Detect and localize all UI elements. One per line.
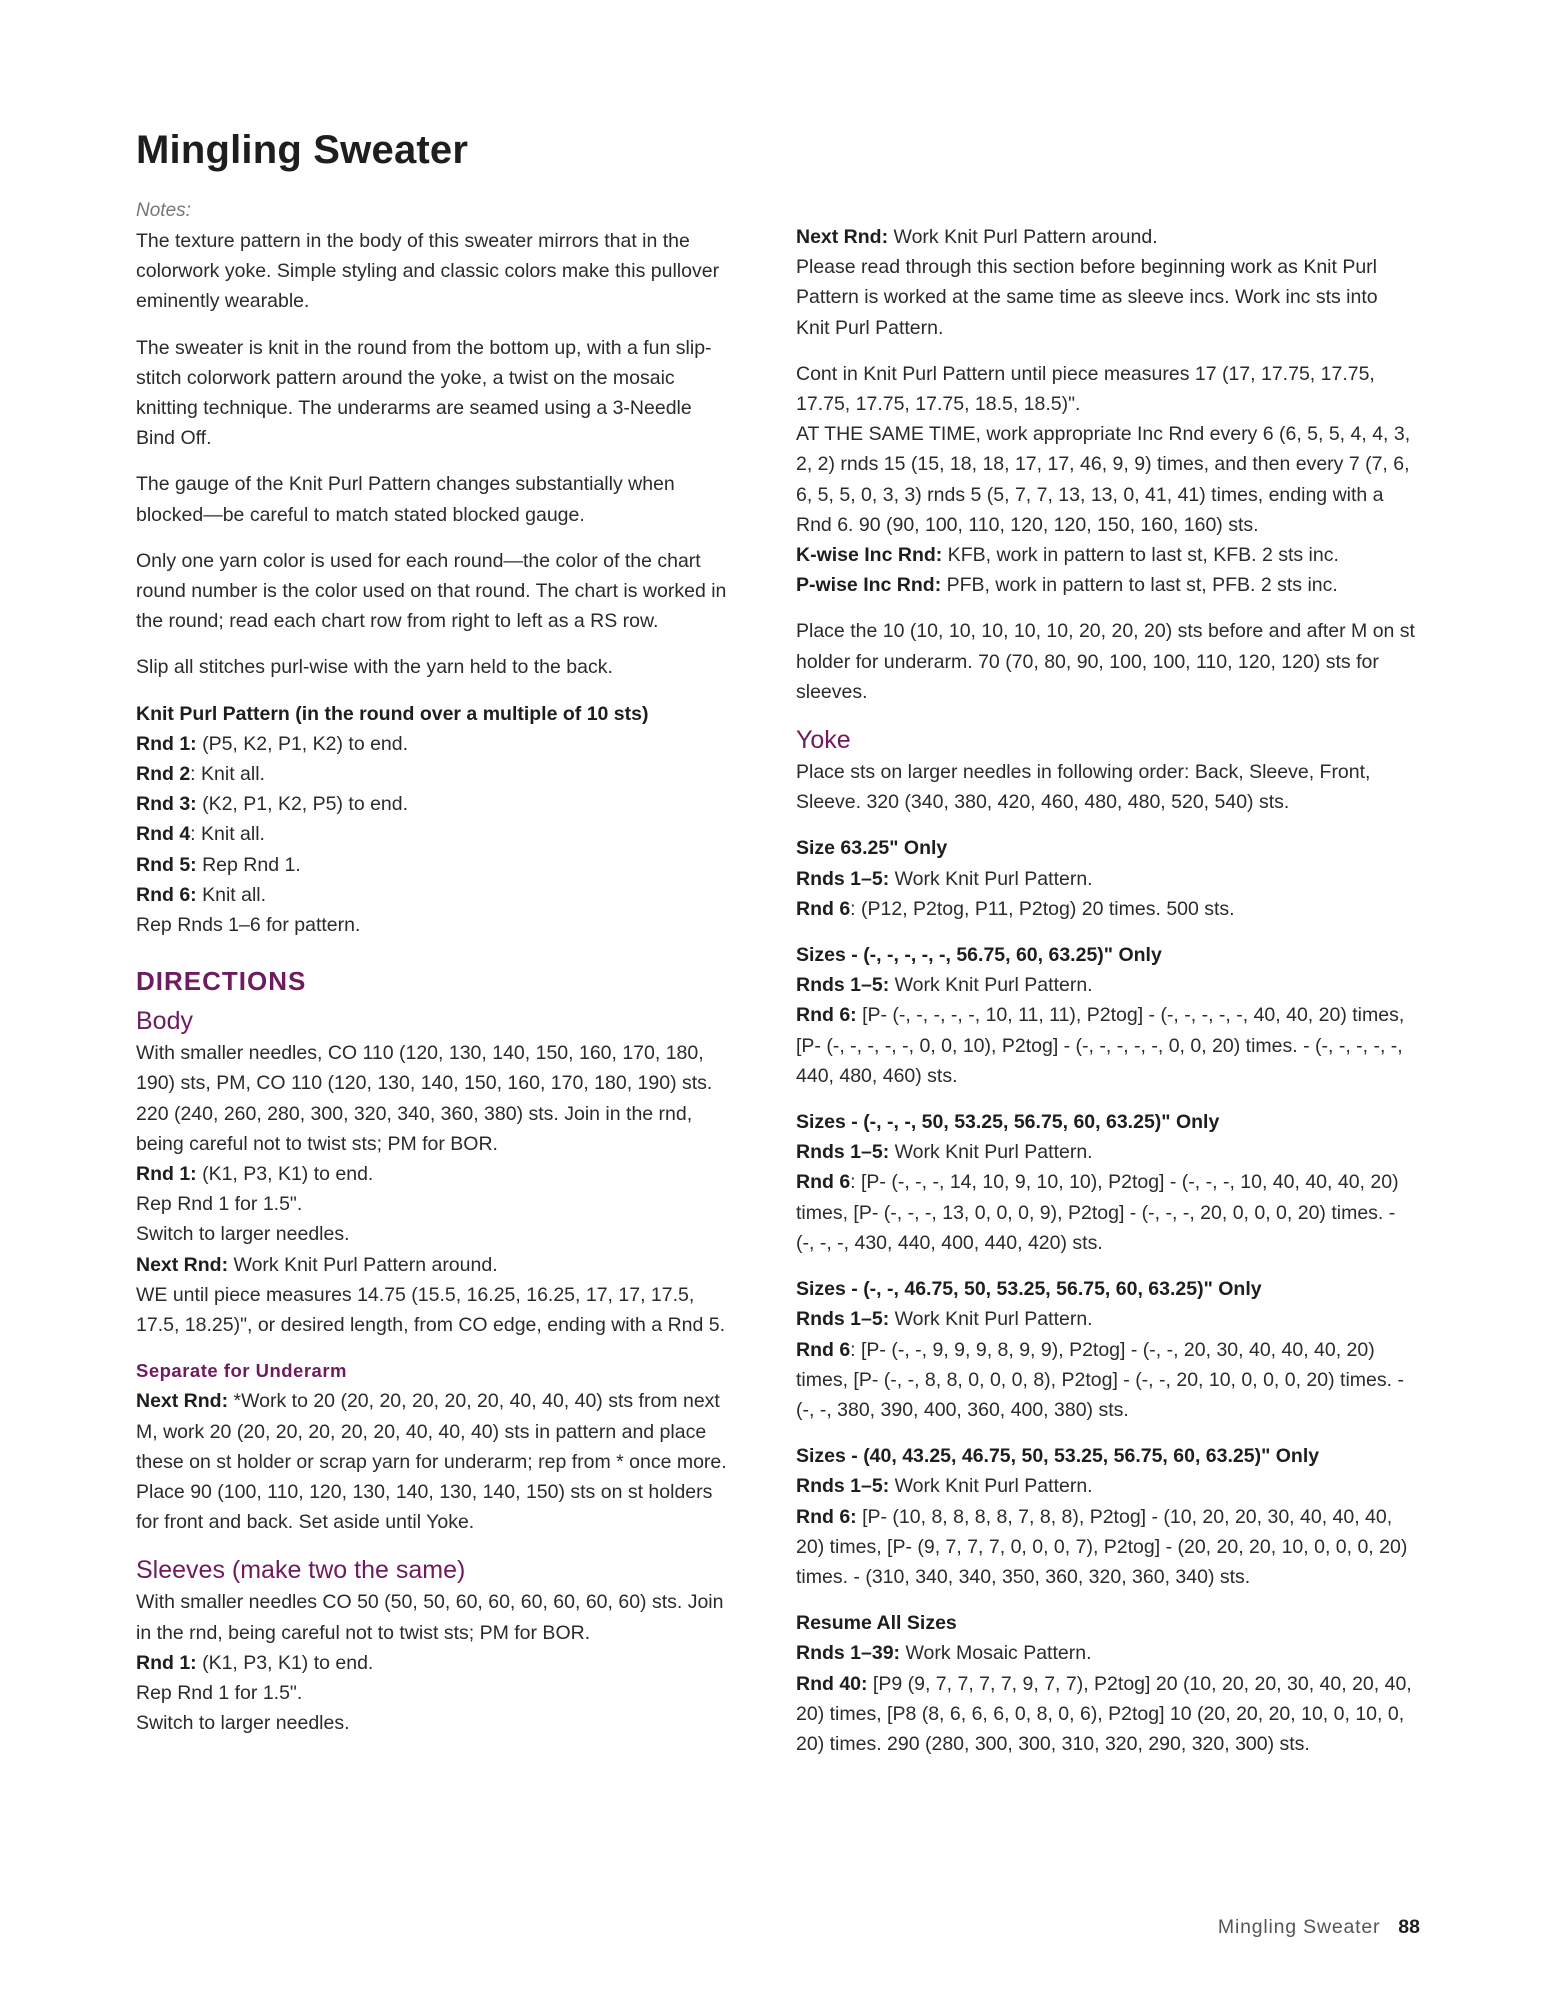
- kpp-rnd-4: Rnd 4: Knit all.: [136, 823, 265, 846]
- kwise-inc-rnd: K-wise Inc Rnd: KFB, work in pattern to last st, KFB. 2 sts inc.: [796, 544, 1339, 567]
- kpp-rnd-5: Rnd 5: Rep Rnd 1.: [136, 853, 301, 876]
- notes-label: Notes:: [136, 200, 191, 221]
- sleeve-please-read: Please read through this section before beginning work as Knit Purl Pattern is worked at the same time as sleeve incs. Work inc sts into Knit Purl Pattern.: [796, 256, 1378, 339]
- resume-all-sizes: [796, 1608, 1416, 1759]
- notes-paragraph: The gauge of the Knit Purl Pattern changes substantially when blocked—be careful to match stated blocked gauge.: [136, 473, 675, 526]
- yoke-section: [796, 723, 1416, 817]
- page-title: Mingling Sweater: [136, 128, 469, 172]
- sleeves-intro: With smaller needles CO 50 (50, 50, 60, 60, 60, 60, 60, 60) sts. Join in the rnd, being careful not to twist sts; PM for BOR.: [136, 1591, 724, 1644]
- page-number: 88: [1398, 1916, 1420, 1938]
- size-rnd-6: Rnd 6: [P- (10, 8, 8, 8, 8, 7, 8, 8), P2tog] - (10, 20, 20, 30, 40, 40, 40, 20) times, [P- (9, 7, 7, 7, 0, 0, 0, 7), P2tog] - (20, 20, 20, 10, 0, 0, 0, 20) times. - (310, 340, 340, 350, 360, 320, 360, 340) sts.: [796, 1505, 1408, 1588]
- notes-paragraph: Only one yarn color is used for each round—the color of the chart round number is the color used on that round. The chart is worked in the round; read each chart row from right to left as a RS row.: [136, 549, 727, 633]
- underarm-next-rnd: Next Rnd: *Work to 20 (20, 20, 20, 20, 20, 40, 40, 40) sts from next M, work 20 (20, 20, 20, 20, 20, 40, 40, 40) sts in pattern and place these on st holder or scrap yarn for underarm; rep from * once more.: [136, 1390, 727, 1473]
- size-block-3: [796, 1107, 1416, 1258]
- size-rnds-1-5: Rnds 1–5: Work Knit Purl Pattern.: [796, 1308, 1093, 1331]
- kpp-rnd-1: Rnd 1: (P5, K2, P1, K2) to end.: [136, 732, 409, 755]
- body-work-even: WE until piece measures 14.75 (15.5, 16.25, 16.25, 17, 17, 17.5, 17.5, 18.25)", or desired length, from CO edge, ending with a Rnd 5.: [136, 1283, 726, 1337]
- size-heading: Sizes - (40, 43.25, 46.75, 50, 53.25, 56.75, 60, 63.25)" Only: [796, 1445, 1320, 1468]
- knit-purl-heading: Knit Purl Pattern (in the round over a multiple of 10 sts): [136, 702, 649, 725]
- sleeves-heading: Sleeves (make two the same): [136, 1556, 466, 1585]
- sleeve-next-rnd: Next Rnd: Work Knit Purl Pattern around.: [796, 226, 1158, 248]
- size-rnd-6: Rnd 6: [P- (-, -, -, 14, 10, 9, 10, 10), P2tog] - (-, -, -, 10, 40, 40, 40, 20) times, [P- (-, -, -, 13, 0, 0, 0, 9), P2tog] - (-, -, -, 20, 0, 0, 0, 20) times. - (-, -, -, 430, 440, 400, 440, 420) sts.: [796, 1171, 1399, 1254]
- body-switch: Switch to larger needles.: [136, 1223, 350, 1246]
- body-repeat: Rep Rnd 1 for 1.5".: [136, 1193, 303, 1216]
- size-heading: Sizes - (-, -, -, -, -, 56.75, 60, 63.25)" Only: [796, 944, 1162, 967]
- notes-paragraph: Slip all stitches purl-wise with the yarn held to the back.: [136, 656, 613, 679]
- kpp-rnd-2: Rnd 2: Knit all.: [136, 763, 265, 786]
- sleeves-section: [136, 1553, 736, 1738]
- size-block-4: [796, 1274, 1416, 1425]
- sleeves-repeat: Rep Rnd 1 for 1.5".: [136, 1681, 303, 1704]
- notes-paragraph: The sweater is knit in the round from the bottom up, with a fun slip-stitch colorwork pattern around the yoke, a twist on the mosaic knitting technique. The underarms are seamed using a 3-Needle Bind Off.: [136, 336, 712, 450]
- body-next-rnd: Next Rnd: Work Knit Purl Pattern around.: [136, 1253, 498, 1276]
- kpp-repeat: Rep Rnds 1–6 for pattern.: [136, 914, 361, 937]
- sleeves-switch: Switch to larger needles.: [136, 1712, 350, 1735]
- size-rnds-1-5: Rnds 1–5: Work Knit Purl Pattern.: [796, 1141, 1093, 1164]
- size-block-5: [796, 1441, 1416, 1592]
- kpp-rnd-6: Rnd 6: Knit all.: [136, 883, 267, 906]
- sleeve-same-time: AT THE SAME TIME, work appropriate Inc Rnd every 6 (6, 5, 5, 4, 4, 3, 2, 2) rnds 15 (15, 18, 18, 17, 17, 46, 9, 9) times, and then every 7 (7, 6, 6, 5, 5, 0, 3, 3) rnds 5 (5, 7, 7, 13, 13, 0, 41, 41) times, ending with a Rnd 6. 90 (90, 100, 110, 120, 120, 150, 160, 160) sts.: [796, 423, 1411, 536]
- sleeve-continue: Cont in Knit Purl Pattern until piece measures 17 (17, 17.75, 17.75, 17.75, 17.75, 17.75, 18.5, 18.5)".: [796, 362, 1375, 416]
- notes-paragraph: The texture pattern in the body of this sweater mirrors that in the colorwork yoke. Simple styling and classic colors make this pullover eminently wearable.: [136, 230, 720, 313]
- size-block-1: [796, 833, 1416, 924]
- right-column: [796, 222, 1416, 1775]
- page-footer: [1218, 1916, 1420, 1939]
- underarm-heading: Separate for Underarm: [136, 1360, 347, 1382]
- resume-heading: Resume All Sizes: [796, 1612, 957, 1635]
- left-column: [136, 196, 736, 1754]
- sleeve-increases: [796, 359, 1416, 601]
- knit-purl-pattern: [136, 699, 736, 941]
- rnd-40: Rnd 40: [P9 (9, 7, 7, 7, 7, 9, 7, 7), P2tog] 20 (10, 20, 20, 30, 40, 20, 40, 20) times, [P8 (8, 6, 6, 6, 0, 8, 0, 6), P2tog] 10 (20, 20, 20, 10, 0, 10, 0, 20) times. 290 (280, 300, 300, 310, 320, 290, 320, 300) sts.: [796, 1672, 1412, 1755]
- body-rnd-1: Rnd 1: (K1, P3, K1) to end.: [136, 1163, 374, 1186]
- body-section: [136, 1004, 736, 1340]
- sleeve-place: Place the 10 (10, 10, 10, 10, 10, 20, 20, 20) sts before and after M on st holder for underarm. 70 (70, 80, 90, 100, 100, 110, 120, 120) sts for sleeves.: [796, 620, 1415, 703]
- size-rnds-1-5: Rnds 1–5: Work Knit Purl Pattern.: [796, 1475, 1093, 1498]
- underarm-place: Place 90 (100, 110, 120, 130, 140, 130, 140, 150) sts on st holders for front and back. Set aside until Yoke.: [136, 1480, 713, 1534]
- size-rnds-1-5: Rnds 1–5: Work Knit Purl Pattern.: [796, 974, 1093, 997]
- kpp-rnd-3: Rnd 3: (K2, P1, K2, P5) to end.: [136, 793, 409, 816]
- body-heading: Body: [136, 1007, 193, 1036]
- footer-title: Mingling Sweater: [1217, 1916, 1381, 1938]
- size-heading: Sizes - (-, -, -, 50, 53.25, 56.75, 60, 63.25)" Only: [796, 1111, 1220, 1134]
- body-intro: With smaller needles, CO 110 (120, 130, 140, 150, 160, 170, 180, 190) sts, PM, CO 110 (120, 130, 140, 150, 160, 170, 180, 190) sts. 220 (240, 260, 280, 300, 320, 340, 360, 380) sts. Join in the rnd, being careful not to twist sts; PM for BOR.: [136, 1042, 713, 1155]
- yoke-heading: Yoke: [796, 726, 851, 755]
- size-block-2: [796, 940, 1416, 1091]
- underarm-section: [136, 1356, 736, 1537]
- directions-heading: DIRECTIONS: [136, 966, 307, 997]
- rnds-1-39: Rnds 1–39: Work Mosaic Pattern.: [796, 1642, 1092, 1665]
- size-rnds-1-5: Rnds 1–5: Work Knit Purl Pattern.: [796, 867, 1093, 890]
- size-rnd-6: Rnd 6: [P- (-, -, -, -, -, 10, 11, 11), P2tog] - (-, -, -, -, -, 40, 40, 20) times, [P- (-, -, -, -, -, 0, 0, 10), P2tog] - (-, -, -, -, -, 0, 0, 20) times. - (-, -, -, -, -, 440, 480, 460) sts.: [796, 1004, 1405, 1087]
- size-heading: Sizes - (-, -, 46.75, 50, 53.25, 56.75, 60, 63.25)" Only: [796, 1278, 1262, 1301]
- size-rnd-6: Rnd 6: [P- (-, -, 9, 9, 9, 8, 9, 9), P2tog] - (-, -, 20, 30, 40, 40, 40, 20) times, [P- (-, -, 8, 8, 0, 0, 0, 8), P2tog] - (-, -, 20, 10, 0, 0, 0, 20) times. - (-, -, 380, 390, 400, 360, 400, 380) sts.: [796, 1338, 1404, 1421]
- yoke-intro: Place sts on larger needles in following order: Back, Sleeve, Front, Sleeve. 320 (340, 380, 420, 460, 480, 480, 520, 540) sts.: [796, 761, 1371, 814]
- pwise-inc-rnd: P-wise Inc Rnd: PFB, work in pattern to last st, PFB. 2 sts inc.: [796, 574, 1338, 597]
- size-rnd-6: Rnd 6: (P12, P2tog, P11, P2tog) 20 times. 500 sts.: [796, 897, 1235, 920]
- size-heading: Size 63.25" Only: [796, 837, 948, 860]
- sleeves-rnd-1: Rnd 1: (K1, P3, K1) to end.: [136, 1651, 374, 1674]
